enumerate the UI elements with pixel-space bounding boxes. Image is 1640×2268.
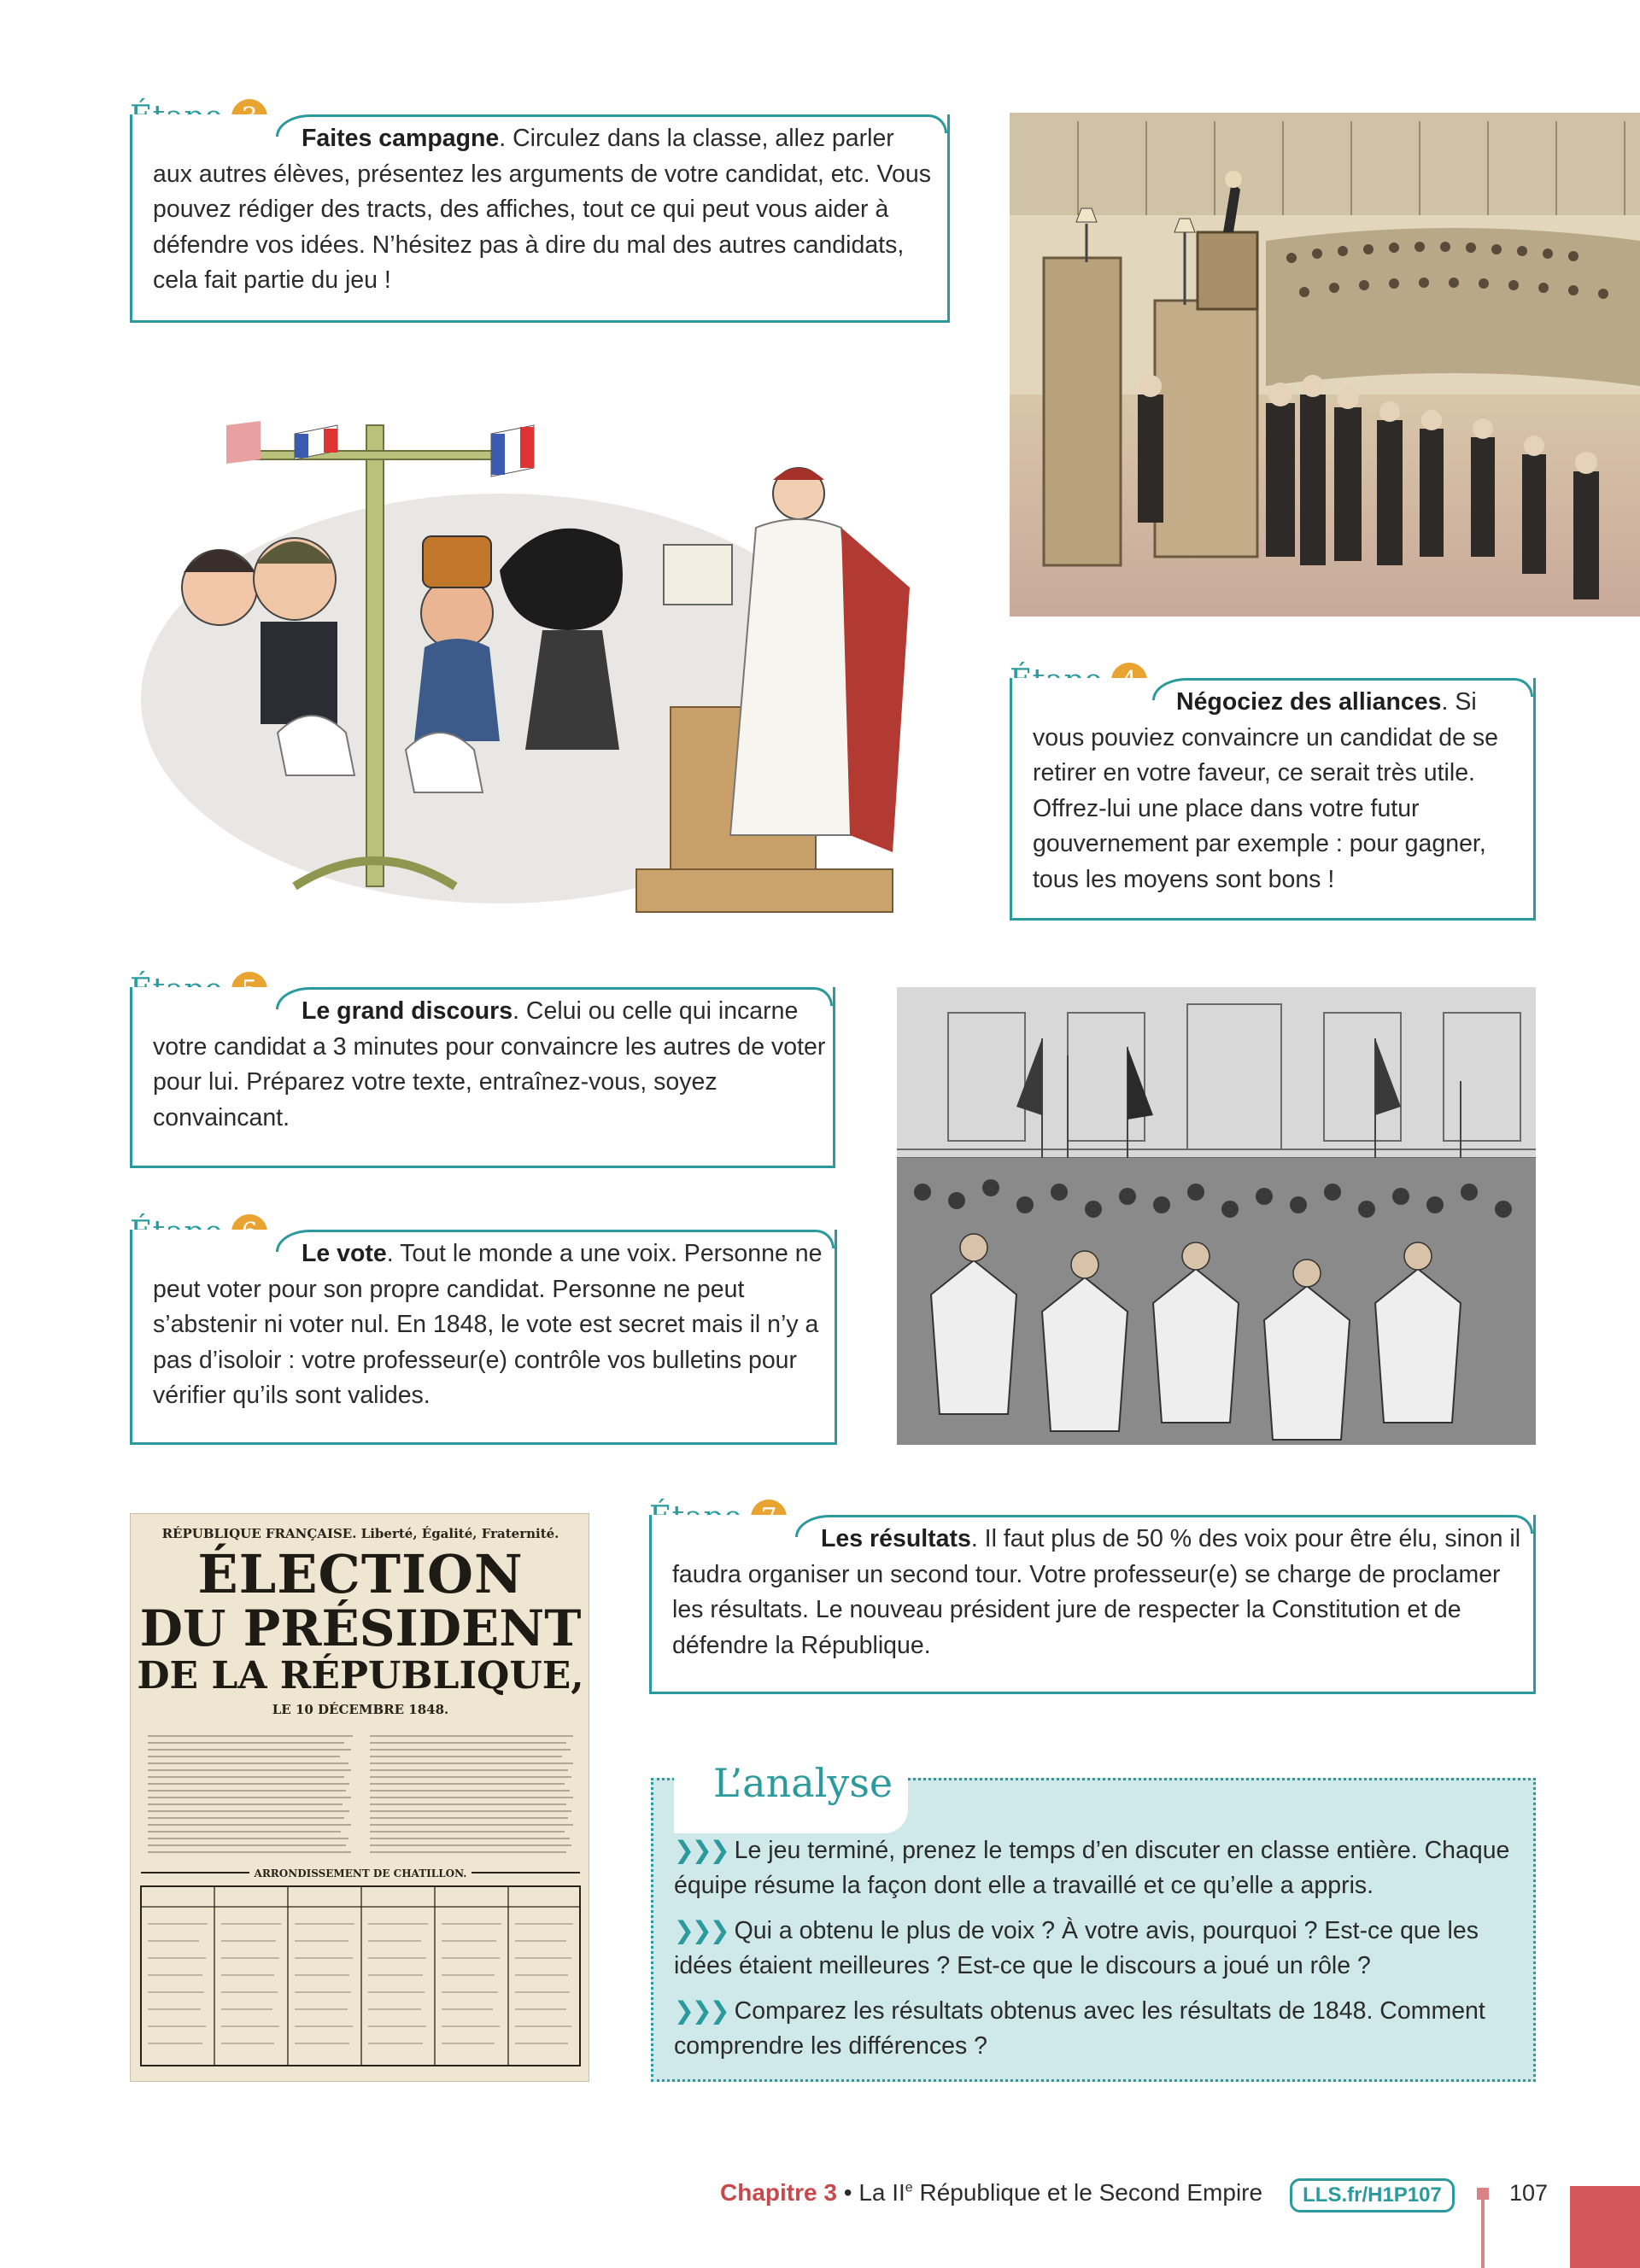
- poster-arrondissement: ARRONDISSEMENT DE CHATILLON.: [249, 1868, 472, 1879]
- step-3: [130, 96, 950, 324]
- election-poster: [130, 1513, 589, 2082]
- footer-chapter: Chapitre 3 • La IIe République et le Second Empire: [720, 2179, 1263, 2206]
- analyse-item: ❯❯❯ Qui a obtenu le plus de voix ? À votre avis, pourquoi ? Est-ce que les idées étaient meilleures ? Est-ce que le discours a joué un rôle ?: [674, 1917, 1479, 1979]
- poster-title-line3: DE LA RÉPUBLIQUE,: [137, 1654, 584, 1698]
- step-3-box: [130, 114, 950, 323]
- step-3-text: Faites campagne. Circulez dans la classe, allez parler aux autres élèves, présentez les arguments de votre candidat, etc. Vous pouvez rédiger des tracts, des affiches, tout ce qui peut vous aider à défendre vos idées. N’hésitez pas à dire du mal des autres candidats, cela fait partie du jeu !: [153, 125, 931, 294]
- step-5-title: Le grand discours: [302, 997, 513, 1025]
- step-5-text: Le grand discours. Celui ou celle qui incarne votre candidat a 3 minutes pour convaincre les autres de voter pour lui. Préparez votre texte, entraînez-vous, soyez convaincant.: [153, 997, 826, 1131]
- chevron-right-icon: ❯❯❯: [674, 1837, 728, 1864]
- chevron-right-icon: ❯❯❯: [674, 1997, 728, 2025]
- step-7-box: [649, 1515, 1536, 1694]
- step-6-title: Le vote: [302, 1240, 387, 1267]
- caricature-manege: [141, 374, 935, 929]
- step-4-box: [1010, 678, 1536, 921]
- analyse-box: [651, 1760, 1536, 2082]
- analyse-item: ❯❯❯ Le jeu terminé, prenez le temps d’en discuter en classe entière. Chaque équipe résume la façon dont elle a travaillé et ce qu’elle a appris.: [674, 1837, 1510, 1899]
- poster-header: RÉPUBLIQUE FRANÇAISE. Liberté, Égalité, Fraternité.: [161, 1526, 559, 1541]
- analyse-list: [674, 1833, 1520, 2074]
- analyse-title: L’analyse: [713, 1760, 893, 1806]
- step-7-title: Les résultats: [821, 1525, 971, 1552]
- assembly-engraving: [1010, 113, 1640, 617]
- step-6-text: Le vote. Tout le monde a une voix. Personne ne peut voter pour son propre candidat. Personne ne peut s’abstenir ni voter nul. En 1848, le vote est secret mais il n’y a pas d’isoloir : votre professeur(e) contrôle vos bulletins pour vérifier qu’ils sont valides.: [153, 1240, 823, 1409]
- step-6-box: [130, 1230, 837, 1445]
- chevron-right-icon: ❯❯❯: [674, 1917, 728, 1944]
- step-7: [649, 1496, 1536, 1694]
- step-4-title: Négociez des alliances: [1176, 688, 1442, 716]
- poster-date: LE 10 DÉCEMBRE 1848.: [272, 1702, 449, 1717]
- poster-title-line1: ÉLECTION: [197, 1543, 524, 1605]
- page-number: 107: [1509, 2180, 1549, 2206]
- analyse-item: ❯❯❯ Comparez les résultats obtenus avec les résultats de 1848. Comment comprendre les différences ?: [674, 1997, 1485, 2060]
- step-3-title: Faites campagne: [302, 125, 500, 152]
- footer-link[interactable]: LLS.fr/H1P107: [1290, 2178, 1455, 2212]
- footer-marker: [1477, 2188, 1489, 2200]
- crowd-engraving: [897, 987, 1536, 1445]
- footer-chapter-number: Chapitre 3: [720, 2179, 837, 2206]
- poster-title-line2: DU PRÉSIDENT: [139, 1599, 582, 1657]
- step-5-box: [130, 987, 835, 1168]
- step-7-text: Les résultats. Il faut plus de 50 % des voix pour être élu, sinon il faudra organiser un second tour. Votre professeur(e) se charge de proclamer les résultats. Le nouveau président jure de respecter la Constitution et de défendre la République.: [672, 1525, 1521, 1659]
- step-4-text: Négociez des alliances. Si vous pouviez convaincre un candidat de se retirer en votre faveur, ce serait très utile. Offrez-lui une place dans votre futur gouvernement par exemple : pour gagner, tous les moyens sont bons !: [1033, 688, 1499, 893]
- step-5: [130, 968, 835, 1168]
- footer-chapter-title: La IIe République et le Second Empire: [858, 2179, 1263, 2206]
- footer-divider: [1481, 2189, 1485, 2268]
- footer-color-tab: [1570, 2186, 1640, 2268]
- step-6: [130, 1211, 837, 1445]
- step-4: [1010, 659, 1536, 921]
